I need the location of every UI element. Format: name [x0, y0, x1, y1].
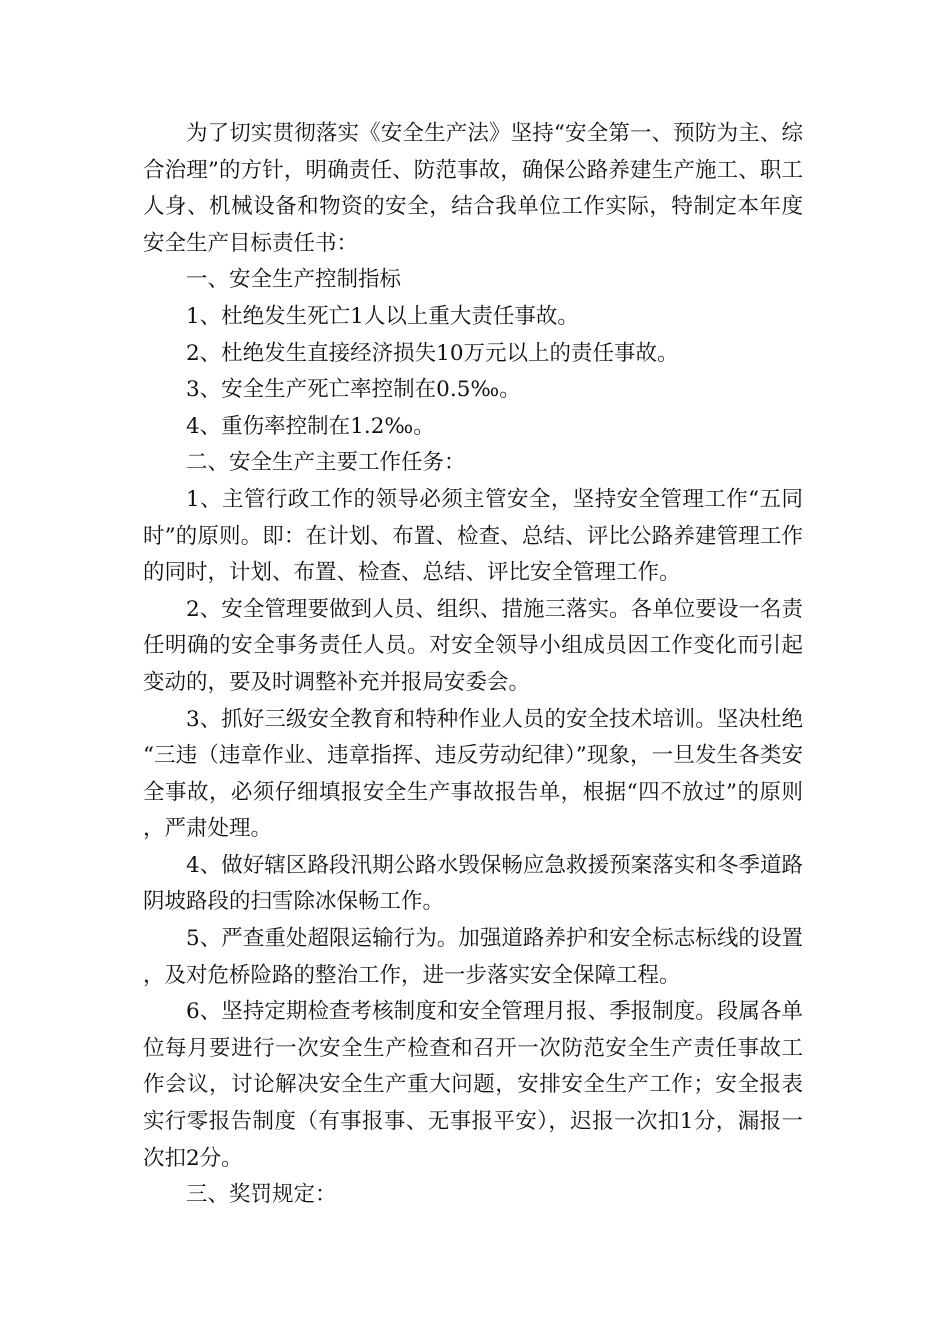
list-item: 3、安全生产死亡率控制在0.5‰。 — [186, 377, 521, 403]
list-item: 3、抓好三级安全教育和特种作业人员的安全技术培训。坚决杜绝“三违（违章作业、违章指挥、违反劳动纪律）”现象，一旦发生各类安全事故，必须仔细填报安全生产事故报告单，根据“四不放过”的原则，严肃处理。 — [143, 706, 803, 842]
list-item: 5、严查重处超限运输行为。加强道路养护和安全标志标线的设置，及对危桥险路的整治工作，进一步落实安全保障工程。 — [143, 926, 803, 988]
list-item: 6、坚持定期检查考核制度和安全管理月报、季报制度。段属各单位每月要进行一次安全生产检查和召开一次防范安全生产责任事故工作会议，讨论解决安全生产重大问题，安排安全生产工作；安全报表实行零报告制度（有事报事、无事报平安），迟报一次扣1分，漏报一次扣2分。 — [143, 999, 803, 1171]
list-item: 4、重伤率控制在1.2‰。 — [186, 413, 435, 439]
section-heading-main-tasks: 二、安全生产主要工作任务： — [186, 450, 466, 476]
list-item: 4、做好辖区路段汛期公路水毁保畅应急救援预案落实和冬季道路阴坡路段的扫雪除冰保畅工作。 — [143, 852, 803, 915]
document-body — [143, 116, 803, 1214]
list-item: 1、主管行政工作的领导必须主管安全，坚持安全管理工作“五同时”的原则。即：在计划、布置、检查、总结、评比公路养建管理工作的同时，计划、布置、检查、总结、评比安全管理工作。 — [143, 486, 803, 586]
intro-paragraph: 为了切实贯彻落实《安全生产法》坚持“安全第一、预防为主、综合治理”的方针，明确责任、防范事故，确保公路养建生产施工、职工人身、机械设备和物资的安全，结合我单位工作实际，特制定本年度安全生产目标责任书： — [143, 121, 803, 256]
section-heading-rewards-penalties: 三、奖罚规定： — [186, 1182, 337, 1208]
list-item: 2、杜绝发生直接经济损失10万元以上的责任事故。 — [186, 340, 679, 366]
list-item: 1、杜绝发生死亡1人以上重大责任事故。 — [186, 303, 579, 329]
section-heading-control-targets: 一、安全生产控制指标 — [186, 267, 402, 293]
list-item: 2、安全管理要做到人员、组织、措施三落实。各单位要设一名责任明确的安全事务责任人员。对安全领导小组成员因工作变化而引起变动的，要及时调整补充并报局安委会。 — [143, 596, 803, 695]
